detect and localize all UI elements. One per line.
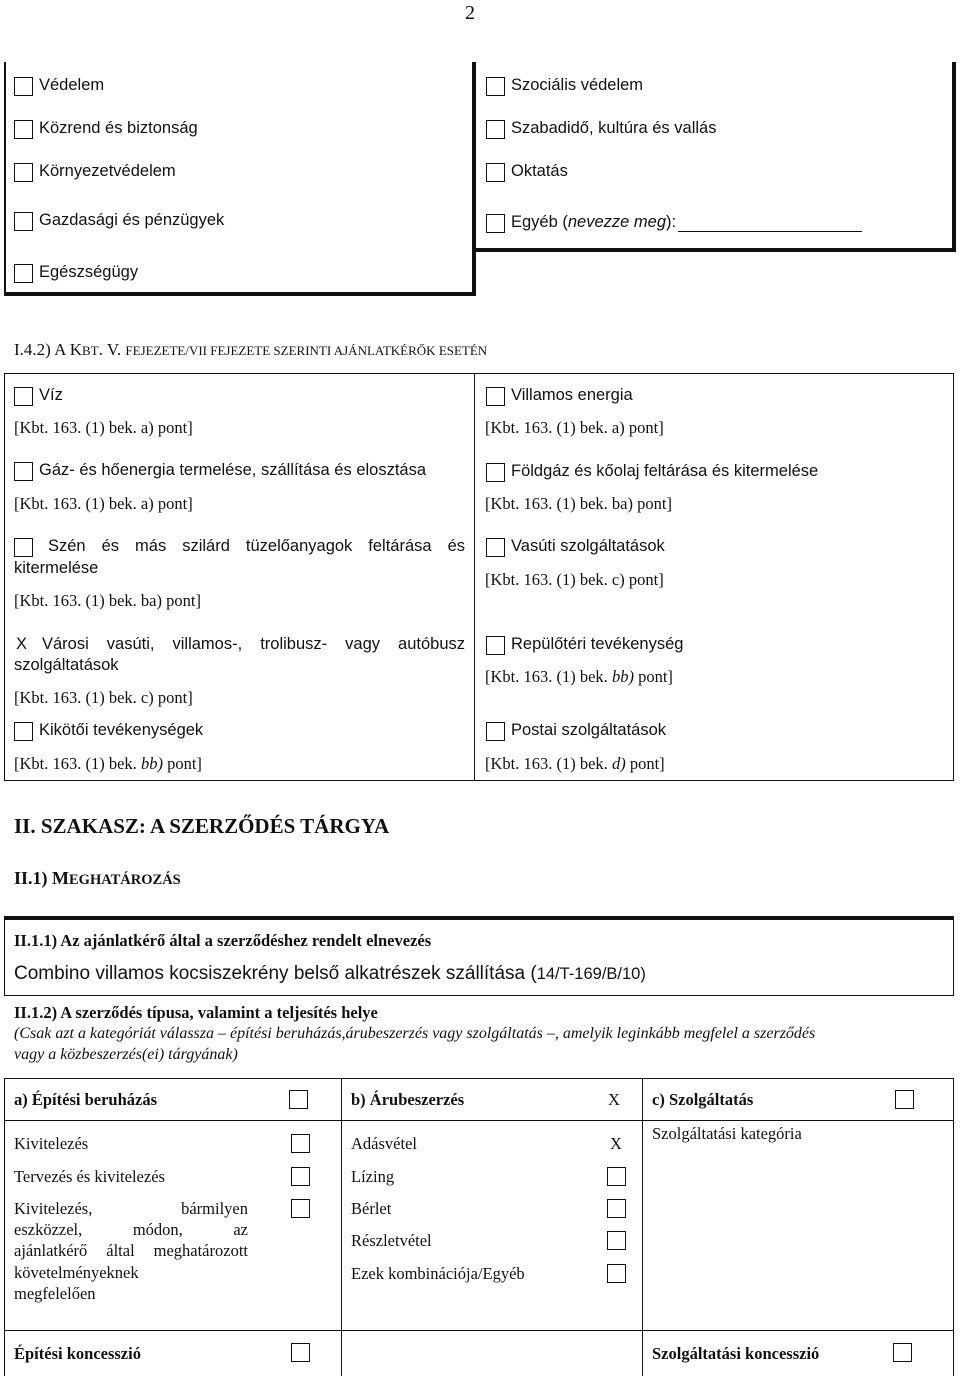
sector-ref-foldgaz: [Kbt. 163. (1) bek. ba) pont]: [485, 494, 672, 513]
areas-box-right-lower-border: [472, 248, 956, 252]
area-label-kozrend: Közrend és biztonság: [39, 119, 198, 137]
checkbox-kozrend[interactable]: [14, 120, 33, 139]
page-number: 2: [465, 2, 475, 24]
type-b-mark[interactable]: X: [608, 1090, 620, 1109]
type-a-title: a) Építési beruházás: [14, 1090, 158, 1109]
b-item-lizing: Lízing: [351, 1167, 395, 1186]
sector-label-postai: Postai szolgáltatások: [511, 721, 667, 739]
sector-ref-repuloteri: [Kbt. 163. (1) bek. bb) pont]: [485, 667, 673, 686]
areas-box-right-border: [952, 62, 956, 252]
sector-ref-postai: [Kbt. 163. (1) bek. d) pont]: [485, 754, 665, 773]
checkbox-a-kivitelezes[interactable]: [291, 1134, 310, 1153]
b-item-reszletvetel: Részletvétel: [351, 1231, 432, 1250]
checkbox-type-a[interactable]: [289, 1090, 308, 1109]
section-i42-title: I.4.2) A KBT. V. FEJEZETE/VII FEJEZETE SZERINTI AJÁNLATKÉRŐK ESETÉN: [14, 340, 488, 359]
b-item-kombinacio: Ezek kombinációja/Egyéb: [351, 1264, 525, 1283]
area-label-oktatas: Oktatás: [511, 162, 568, 180]
checkbox-szabadido[interactable]: [486, 120, 505, 139]
checkbox-foldgaz[interactable]: [486, 463, 505, 482]
sector-label-viz: Víz: [39, 386, 63, 404]
sector-ref-vasuti: [Kbt. 163. (1) bek. c) pont]: [485, 570, 664, 589]
type-table-col2-sep: [642, 1078, 643, 1376]
ii11-box-right: [953, 916, 954, 996]
areas-box-left-border: [4, 62, 6, 296]
ii11-box-top: [4, 916, 954, 920]
checkbox-szocialis[interactable]: [486, 77, 505, 96]
checkbox-szen[interactable]: [14, 538, 33, 557]
sector-box-left: [4, 373, 5, 781]
a-item-barmilyen-line1: Kivitelezés, bármilyen: [14, 1199, 248, 1218]
a-item-tervezes: Tervezés és kivitelezés: [14, 1167, 165, 1186]
a-item-barmilyen-line2: eszközzel, módon, az: [14, 1220, 248, 1239]
c-item-kategoria: Szolgáltatási kategória: [652, 1124, 802, 1143]
checkbox-viz[interactable]: [14, 387, 33, 406]
sector-label-repuloteri: Repülőtéri tevékenység: [511, 635, 684, 653]
sector-mark-varosi[interactable]: X: [16, 635, 28, 653]
sector-ref-kikotoi: [Kbt. 163. (1) bek. bb) pont]: [14, 754, 202, 773]
checkbox-egyeb[interactable]: [486, 214, 505, 233]
sector-box-bottom: [4, 780, 954, 781]
type-table-right: [953, 1078, 954, 1376]
contract-name: Combino villamos kocsiszekrény belső alkatrészek szállítása (14/T-169/B/10): [14, 963, 646, 984]
sector-label-varosi-line2: szolgáltatások: [14, 656, 119, 674]
checkbox-b-reszletvetel[interactable]: [607, 1231, 626, 1250]
checkbox-kornyezetvedelem[interactable]: [14, 163, 33, 182]
szolgaltatasi-koncesszio-label: Szolgáltatási koncesszió: [652, 1344, 820, 1363]
type-table-top: [4, 1078, 954, 1079]
sector-label-varosi: Városi vasúti, villamos-, trolibusz- vagy autóbusz: [42, 635, 465, 653]
type-table-col1-sep: [341, 1078, 342, 1376]
sector-label-kikotoi: Kikötői tevékenységek: [39, 721, 204, 739]
ii12-label: II.1.2) A szerződés típusa, valamint a teljesítés helye: [14, 1003, 378, 1022]
type-c-title: c) Szolgáltatás: [652, 1090, 754, 1109]
checkbox-egeszsegugy[interactable]: [14, 264, 33, 283]
ii11-box-left: [4, 916, 5, 996]
type-table-concession-sep: [4, 1330, 954, 1331]
checkbox-postai[interactable]: [486, 722, 505, 741]
ii12-note-line1: (Csak azt a kategóriát válassza – építési beruházás,árubeszerzés vagy szolgáltatás –, amelyik leginkább megfelel a szerződés: [14, 1025, 816, 1042]
checkbox-gaz[interactable]: [14, 462, 33, 481]
sector-box-right: [953, 373, 954, 781]
b-item-adasvetel-mark[interactable]: X: [610, 1134, 622, 1153]
checkbox-oktatas[interactable]: [486, 163, 505, 182]
sector-label-vasuti: Vasúti szolgáltatások: [511, 537, 665, 555]
ii11-label: II.1.1) Az ajánlatkérő által a szerződéshez rendelt elnevezés: [14, 931, 432, 950]
area-label-szocialis: Szociális védelem: [511, 76, 644, 94]
checkbox-szolgaltatasi-koncesszio[interactable]: [893, 1343, 912, 1362]
a-item-kivitelezes: Kivitelezés: [14, 1134, 89, 1153]
sector-label-gaz: Gáz- és hőenergia termelése, szállítása és elosztása: [39, 461, 427, 479]
checkbox-villamos[interactable]: [486, 387, 505, 406]
area-label-gazdasagi: Gazdasági és pénzügyek: [39, 211, 225, 229]
checkbox-gazdasagi[interactable]: [14, 212, 33, 231]
egyeb-input-line[interactable]: [678, 231, 862, 232]
ii11-box-bottom: [4, 995, 954, 996]
section-ii-title: II. SZAKASZ: A SZERZŐDÉS TÁRGYA: [14, 814, 390, 838]
a-item-barmilyen-line5: megfelelően: [14, 1284, 96, 1303]
sector-ref-viz: [Kbt. 163. (1) bek. a) pont]: [14, 418, 193, 437]
checkbox-type-c[interactable]: [895, 1090, 914, 1109]
sector-box-divider: [474, 373, 475, 781]
checkbox-epitesi-koncesszio[interactable]: [291, 1343, 310, 1362]
sector-box-top: [4, 373, 954, 374]
checkbox-kikotoi[interactable]: [14, 722, 33, 741]
type-table-header-sep: [4, 1120, 954, 1121]
type-table-left: [4, 1078, 5, 1376]
type-b-title: b) Árubeszerzés: [351, 1090, 465, 1109]
sector-label-szen-line2: kitermelése: [14, 559, 99, 577]
area-label-kornyezetvedelem: Környezetvédelem: [39, 162, 176, 180]
area-label-egyeb: Egyéb (nevezze meg):: [511, 213, 677, 231]
sector-ref-villamos: [Kbt. 163. (1) bek. a) pont]: [485, 418, 664, 437]
sector-ref-varosi: [Kbt. 163. (1) bek. c) pont]: [14, 688, 193, 707]
sector-ref-gaz: [Kbt. 163. (1) bek. a) pont]: [14, 494, 193, 513]
checkbox-b-kombinacio[interactable]: [607, 1264, 626, 1283]
areas-box-bottom-border: [4, 292, 476, 296]
epitesi-koncesszio-label: Építési koncesszió: [14, 1344, 141, 1363]
checkbox-b-berlet[interactable]: [607, 1199, 626, 1218]
checkbox-repuloteri[interactable]: [486, 636, 505, 655]
sector-label-szen: Szén és más szilárd tüzelőanyagok feltárása és: [48, 537, 465, 555]
checkbox-b-lizing[interactable]: [607, 1167, 626, 1186]
area-label-szabadido: Szabadidő, kultúra és vallás: [511, 119, 717, 137]
sector-label-foldgaz: Földgáz és kőolaj feltárása és kitermelése: [511, 462, 819, 480]
areas-box-divider: [472, 62, 476, 296]
sector-ref-szen: [Kbt. 163. (1) bek. ba) pont]: [14, 591, 201, 610]
ii12-note-line2: vagy a közbeszerzés(ei) tárgyának): [14, 1046, 238, 1063]
checkbox-vasuti[interactable]: [486, 538, 505, 557]
area-label-vedelem: Védelem: [39, 76, 105, 94]
b-item-berlet: Bérlet: [351, 1199, 392, 1218]
checkbox-vedelem[interactable]: [14, 77, 33, 96]
sector-label-villamos: Villamos energia: [511, 386, 633, 404]
b-item-adasvetel: Adásvétel: [351, 1134, 417, 1153]
a-item-barmilyen-line4: követelményeknek: [14, 1263, 139, 1282]
a-item-barmilyen-line3: ajánlatkérő által meghatározott: [14, 1241, 248, 1260]
checkbox-a-barmilyen[interactable]: [291, 1199, 310, 1218]
area-label-egeszsegugy: Egészségügy: [39, 263, 139, 281]
section-ii1-title: II.1) MEGHATÁROZÁS: [14, 868, 181, 888]
checkbox-a-tervezes[interactable]: [291, 1167, 310, 1186]
